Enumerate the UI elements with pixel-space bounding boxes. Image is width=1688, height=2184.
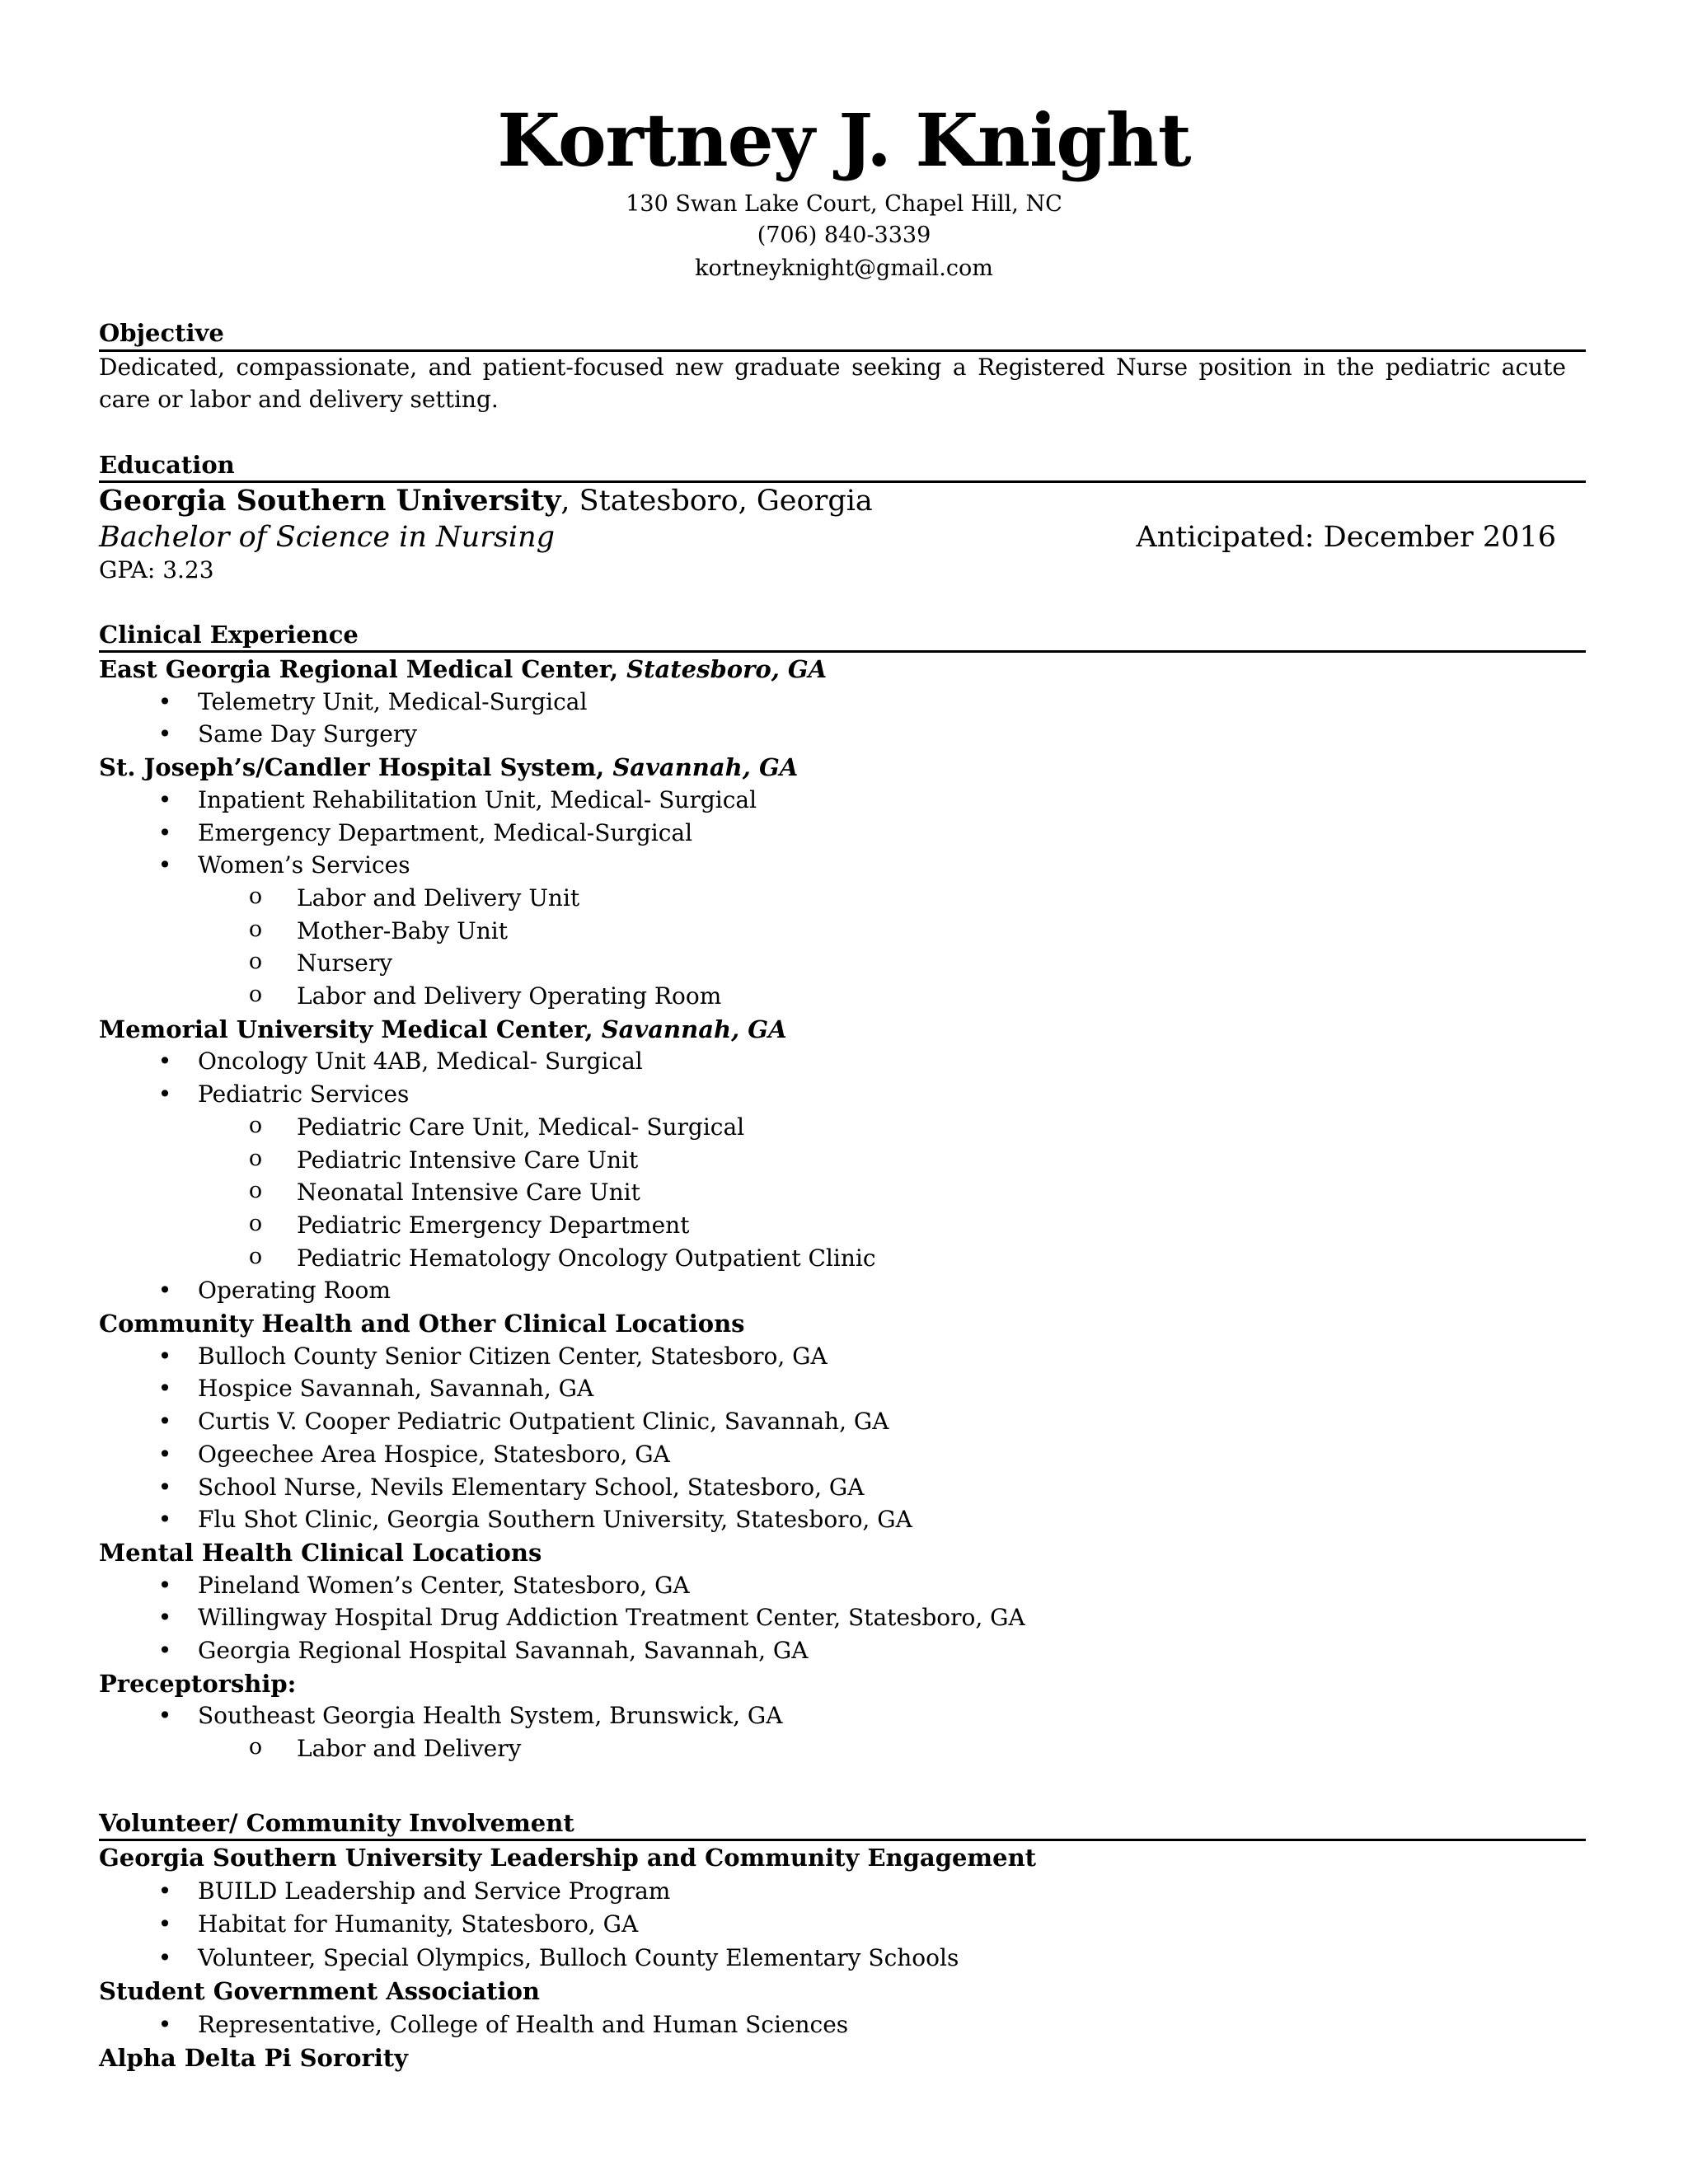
organization-name [99,1536,542,1569]
school-location: , Statesboro, Georgia [560,485,873,518]
circle-bullet-icon: o [248,1178,263,1204]
address: 130 Swan Lake Court, Chapel Hill, NC [626,191,1062,217]
organization-name [99,1975,540,2008]
list-item-text: Representative, College of Health and Human Sciences [198,2010,849,2038]
bullet-icon: • [157,1440,172,1468]
list-item-text: Inpatient Rehabilitation Unit, Medical- Surgical [198,785,757,813]
sub-list-item-text: Nursery [297,949,393,977]
objective-text: Dedicated, compassionate, and patient-focused new graduate seeking a Registered Nurse position in the pediatric acute care or labor and delivery setting. [99,354,1566,413]
list-item-text: Emergency Department, Medical-Surgical [198,818,693,846]
sub-list-item-text: Pediatric Emergency Department [297,1211,690,1239]
list-item-text: Habitat for Humanity, Statesboro, GA [198,1910,639,1938]
bullet-icon: • [157,1408,172,1436]
applicant-name: Kortney J. Knight [497,97,1191,183]
list-item-text: Bulloch County Senior Citizen Center, Statesboro, GA [198,1342,828,1370]
phone: (706) 840-3339 [757,223,931,248]
list-item-text: Pediatric Services [198,1080,410,1108]
bullet-icon: • [157,720,172,748]
clinical-heading: Clinical Experience [99,621,359,649]
list-item [157,1875,671,1908]
organization-label: Preceptorship: [99,1669,297,1698]
organization-name [99,751,798,784]
bullet-icon: • [157,851,172,879]
gpa: GPA: 3.23 [99,556,214,583]
list-item [157,1699,783,1732]
organization-name [99,2041,408,2074]
bullet-icon: • [157,785,172,813]
list-item-text: Operating Room [198,1277,391,1305]
bullet-icon: • [157,1506,172,1534]
sub-list-item [248,882,580,915]
bullet-icon: • [157,1910,172,1938]
list-item [157,1569,690,1602]
sub-list-item [248,1176,640,1209]
list-item [157,849,410,882]
circle-bullet-icon: o [248,1112,263,1138]
list-item [157,1942,959,1975]
list-item [157,686,588,719]
list-item [157,2008,849,2041]
list-item [157,718,418,751]
list-item-text: Georgia Regional Hospital Savannah, Savannah, GA [198,1637,809,1664]
list-item [157,1405,889,1438]
sub-list-item [248,947,393,980]
list-item [157,1340,828,1373]
organization-label: Georgia Southern University Leadership and Community Engagement [99,1844,1037,1872]
list-item [157,1078,410,1111]
list-item-text: Southeast Georgia Health System, Brunswick, GA [198,1702,783,1730]
bullet-icon: • [157,1637,172,1664]
list-item [157,1045,643,1078]
list-item [157,1634,809,1667]
list-item [157,1601,1025,1634]
circle-bullet-icon: o [248,916,263,942]
sub-list-item-text: Mother-Baby Unit [297,916,508,944]
organization-name [99,1013,787,1046]
organization-name [99,1841,1036,1874]
organization-label: Memorial University Medical Center, [99,1015,593,1043]
sub-list-item [248,1111,745,1144]
bullet-icon: • [157,818,172,846]
list-item [157,817,693,850]
objective-heading: Objective [99,319,224,347]
list-item-text: Ogeechee Area Hospice, Statesboro, GA [198,1440,670,1468]
sub-list-item [248,915,508,948]
organization-label: Mental Health Clinical Locations [99,1538,542,1567]
list-item [157,1372,594,1405]
list-item [157,1503,912,1536]
sub-list-item [248,1144,639,1177]
organization-name [99,653,827,686]
organization-name [99,1667,296,1700]
organization-name [99,1307,745,1340]
list-item-text: Curtis V. Cooper Pediatric Outpatient Clinic, Savannah, GA [198,1408,889,1436]
school-name: Georgia Southern University [99,484,561,518]
organization-label: St. Joseph’s/Candler Hospital System, [99,753,605,782]
list-item-text: Women’s Services [198,851,410,879]
sub-list-item [248,1732,522,1765]
list-item-text: School Nurse, Nevils Elementary School, Statesboro, GA [198,1473,865,1501]
organization-label: Community Health and Other Clinical Locations [99,1310,745,1338]
bullet-icon: • [157,1047,172,1076]
list-item-text: Willingway Hospital Drug Addiction Treatment Center, Statesboro, GA [198,1604,1025,1632]
bullet-icon: • [157,1943,172,1971]
bullet-icon: • [157,1342,172,1370]
list-item-text: Hospice Savannah, Savannah, GA [198,1375,594,1403]
sub-list-item-text: Labor and Delivery Unit [297,883,580,912]
list-item-text: Same Day Surgery [198,720,418,748]
circle-bullet-icon: o [248,1145,263,1171]
bullet-icon: • [157,687,172,715]
circle-bullet-icon: o [248,949,263,975]
sub-list-item-text: Neonatal Intensive Care Unit [297,1179,640,1207]
sub-list-item-text: Pediatric Hematology Oncology Outpatient Clinic [297,1244,876,1272]
anticipated-date: Anticipated: December 2016 [1136,521,1556,554]
bullet-icon: • [157,1473,172,1501]
bullet-icon: • [157,1277,172,1305]
organization-label: Student Government Association [99,1977,541,2005]
organization-location: Savannah, GA [601,1015,787,1043]
list-item [157,1438,670,1471]
organization-label: Alpha Delta Pi Sorority [99,2044,409,2072]
list-item [157,1274,391,1307]
organization-label: East Georgia Regional Medical Center, [99,655,619,683]
list-item [157,1908,639,1941]
circle-bullet-icon: o [248,1243,263,1269]
organization-location: Savannah, GA [612,753,799,782]
list-item-text: Telemetry Unit, Medical-Surgical [198,687,588,715]
bullet-icon: • [157,1604,172,1632]
bullet-icon: • [157,1877,172,1905]
degree: Bachelor of Science in Nursing [99,521,556,554]
bullet-icon: • [157,1702,172,1730]
circle-bullet-icon: o [248,1734,263,1760]
list-item-text: BUILD Leadership and Service Program [198,1877,671,1905]
sub-list-item [248,980,722,1013]
sub-list-item [248,1209,690,1242]
list-item-text: Volunteer, Special Olympics, Bulloch County Elementary Schools [198,1943,959,1971]
sub-list-item-text: Labor and Delivery [297,1735,522,1763]
sub-list-item-text: Labor and Delivery Operating Room [297,982,722,1010]
list-item-text: Flu Shot Clinic, Georgia Southern University, Statesboro, GA [198,1506,912,1534]
circle-bullet-icon: o [248,982,263,1007]
bullet-icon: • [157,1375,172,1403]
sub-list-item-text: Pediatric Intensive Care Unit [297,1146,639,1174]
sub-list-item [248,1242,876,1275]
education-heading: Education [99,451,235,479]
bullet-icon: • [157,1080,172,1108]
school-line [99,483,873,519]
volunteer-heading: Volunteer/ Community Involvement [99,1809,574,1837]
organization-location: Statesboro, GA [626,655,828,683]
sub-list-item-text: Pediatric Care Unit, Medical- Surgical [297,1113,745,1141]
bullet-icon: • [157,2010,172,2038]
list-item-text: Pineland Women’s Center, Statesboro, GA [198,1571,690,1599]
list-item [157,784,757,817]
bullet-icon: • [157,1571,172,1599]
circle-bullet-icon: o [248,883,263,909]
list-item-text: Oncology Unit 4AB, Medical- Surgical [198,1047,643,1076]
list-item [157,1471,865,1504]
circle-bullet-icon: o [248,1210,263,1236]
email: kortneyknight@gmail.com [695,255,993,281]
